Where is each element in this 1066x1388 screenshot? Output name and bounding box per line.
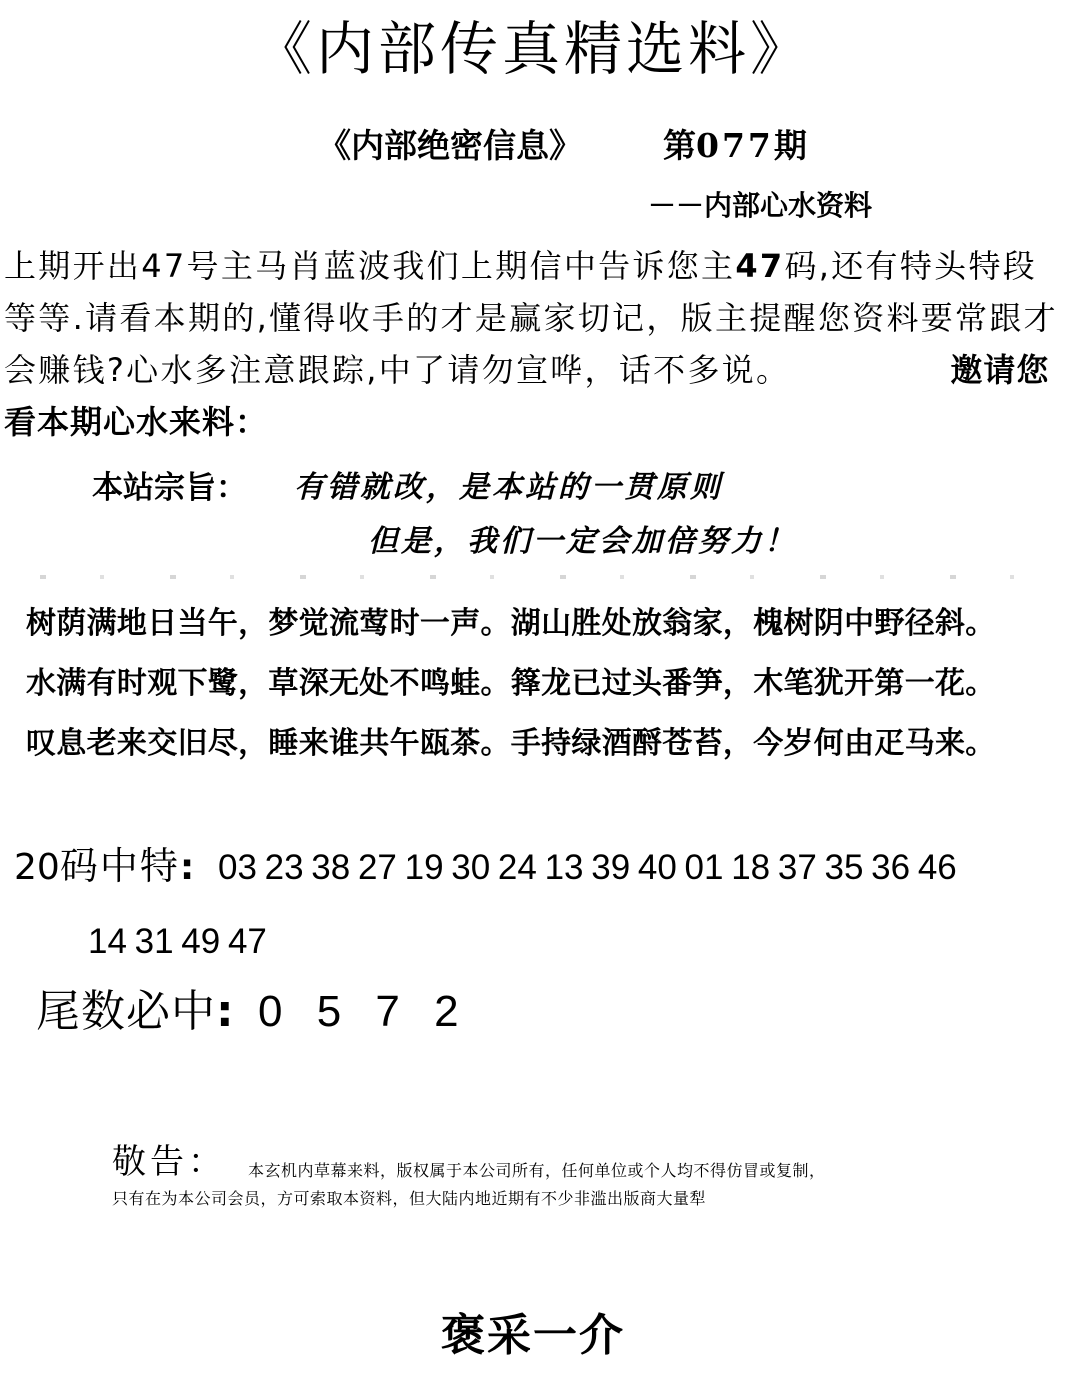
notice-line-2: 只有在为本公司会员，方可索取本资料，但大陆内地近期有不少非滥出版商大量犁	[112, 1189, 707, 1208]
tail-label-colon: :	[216, 986, 235, 1037]
picks-label-text: 码中特	[59, 844, 180, 888]
main-title: 《内部传真精选料》	[253, 15, 812, 83]
issue-prefix: 第	[663, 126, 696, 165]
notice-label: 敬告：	[112, 1142, 226, 1182]
issue-suffix: 期	[773, 126, 807, 165]
tail-label-text: 尾数必中	[36, 986, 216, 1037]
intro-text-2: 号主马肖蓝波我们上期信中告诉您主	[186, 247, 736, 285]
tail-label	[36, 982, 235, 1042]
intro-text-1: 上期开出	[4, 247, 142, 285]
notice-line-1: 本玄机内草幕来料，版权属于本公司所有，任何单位或个人均不得仿冒或复制，	[248, 1161, 826, 1180]
issue-digits: 077	[696, 126, 774, 165]
intro-paragraph	[4, 240, 1062, 448]
issue-number	[663, 124, 807, 168]
poem-line-2: 水满有时观下鹭，草深无处不鸣蛙。箨龙已过头番笋，木笔犹开第一花。	[26, 666, 996, 701]
scan-speckle-divider	[40, 575, 1030, 579]
picks-numbers-line-2: 14 31 49 47	[88, 922, 267, 961]
poem-line-1: 树荫满地日当午，梦觉流莺时一声。湖山胜处放翁家，槐树阴中野径斜。	[26, 606, 996, 641]
motto-line-2: 但是，我们一定会加倍努力！	[368, 524, 797, 559]
intro-text-3: 码,还有特头特段等等.请看本期的,懂得收手的才是赢家切记，版主提醒您资料要常跟才会赚钱?心水多注意跟踪,中了请勿宣哗，话不多说。	[4, 247, 1058, 389]
intro-number-2: 47	[735, 247, 785, 285]
picks-numbers-line-1: 03 23 38 27 19 30 24 13 39 40 01 18 37 35 36 46	[218, 848, 957, 887]
picks-label-count: 20	[14, 847, 60, 888]
picks-label	[14, 840, 194, 894]
subtitle: 《内部绝密信息》	[318, 126, 582, 165]
picks-label-colon: :	[179, 847, 195, 888]
poem-line-3: 叹息老来交旧尽，睡来谁共午瓯茶。手持绿酒酹苍苔，今岁何由疋马来。	[26, 726, 996, 761]
invite-text: 邀请您看本期心水来料：	[4, 351, 1050, 441]
footer-text: 褒采一介	[441, 1310, 625, 1361]
intro-number-1: 47	[141, 247, 187, 285]
motto-line-1: 有错就改，是本站的一贯原则	[294, 470, 723, 505]
tail-digits: 0 5 7 2	[258, 987, 459, 1036]
source-line: －－内部心水资料	[648, 189, 873, 222]
motto-label: 本站宗旨：	[92, 470, 247, 506]
